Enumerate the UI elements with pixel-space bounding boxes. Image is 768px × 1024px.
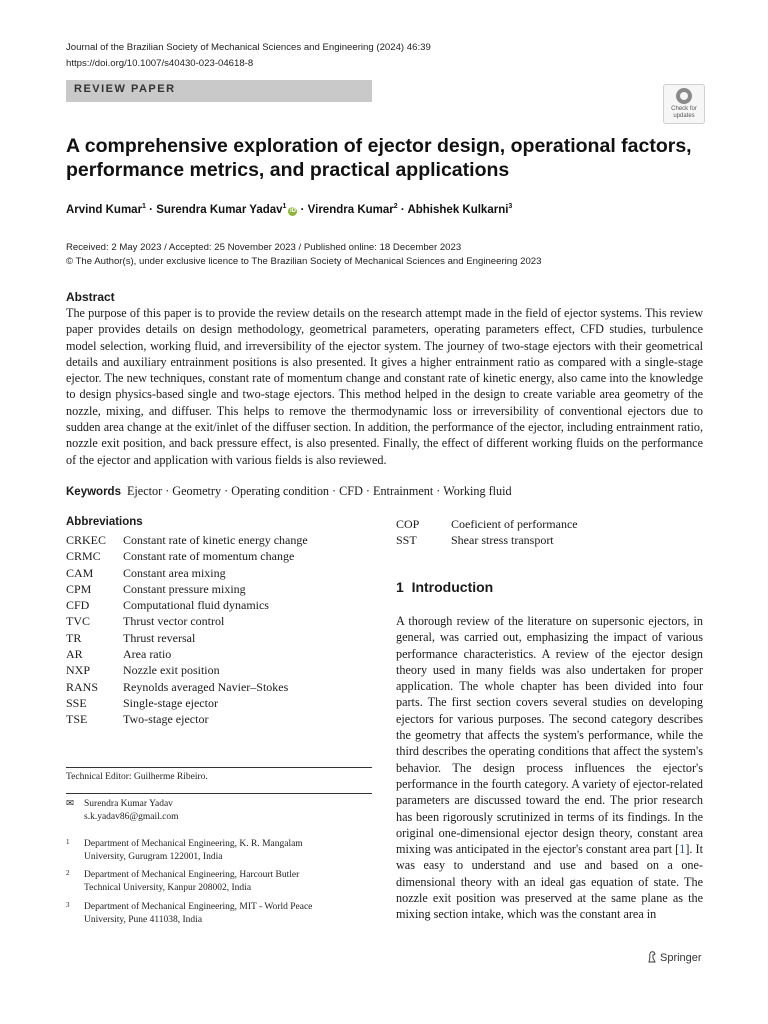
publisher-name: Springer	[660, 952, 702, 964]
abbreviation-definition: Constant rate of kinetic energy change	[123, 533, 308, 547]
abbreviation-definition: Thrust reversal	[123, 630, 196, 645]
section-heading-introduction	[396, 579, 493, 595]
citation-link[interactable]: 1	[679, 842, 686, 857]
author-name[interactable]: Virendra Kumar	[307, 203, 394, 216]
abbreviation-row	[66, 679, 308, 695]
abbreviation-definition: Shear stress transport	[451, 533, 554, 548]
affiliation: Department of Mechanical Engineering, K. R. Mangalam University, Gurugram 122001, India	[84, 839, 303, 862]
abbreviation-term: CAM	[66, 565, 94, 580]
affiliation-number: 1	[66, 838, 70, 846]
article-type-banner	[66, 80, 372, 102]
abbreviation-term: SST	[396, 533, 417, 548]
orcid-icon[interactable]: iD	[289, 207, 296, 214]
corresponding-author	[66, 798, 179, 824]
abbreviation-row	[66, 581, 308, 597]
abbreviation-definition: Constant area mixing	[123, 565, 226, 580]
corresponding-email[interactable]: s.k.yadav86@gmail.com	[84, 812, 179, 822]
abbreviation-term: NXP	[66, 663, 91, 678]
check-for-updates-badge[interactable]	[663, 84, 705, 124]
abbreviation-row	[66, 532, 308, 548]
abbreviations-list	[66, 532, 308, 728]
author-affiliation-mark: 1	[142, 203, 146, 210]
abbreviation-row	[66, 662, 308, 678]
abbreviation-term: CRMC	[66, 549, 101, 564]
abbreviation-term: CRKEC	[66, 533, 107, 547]
journal-citation: Journal of the Brazilian Society of Mechanical Sciences and Engineering (2024) 46:39	[66, 42, 431, 53]
journal-doi-link[interactable]: https://doi.org/10.1007/s40430-023-04618-8	[66, 58, 254, 69]
affiliation-number: 3	[66, 901, 70, 909]
abbreviation-term: CPM	[66, 581, 92, 596]
affiliation-number: 2	[66, 869, 70, 877]
author-list: Arvind Kumar$^1$ · Surendra Kumar Yadav$^1$iD · Virendra Kumar$^2$ · Abhishek Kulkarni$^3$	[66, 203, 513, 216]
check-updates-text: Check for updates	[671, 106, 697, 119]
corresponding-author-name: Surendra Kumar Yadav	[84, 799, 173, 809]
abstract-heading: Abstract	[66, 290, 115, 304]
abbreviation-term: TSE	[66, 712, 88, 727]
affiliation: Department of Mechanical Engineering, MIT - World Peace University, Pune 411038, India	[84, 902, 313, 925]
abbreviation-definition: Two-stage ejector	[123, 712, 209, 727]
abbreviations-heading: Abbreviations	[66, 516, 143, 528]
abbreviation-definition: Nozzle exit position	[123, 663, 220, 678]
keywords	[66, 484, 512, 499]
abbreviation-definition: Thrust vector control	[123, 614, 225, 629]
abbreviation-definition: Constant rate of momentum change	[123, 549, 295, 564]
journal-header	[66, 40, 431, 72]
abbreviation-definition: Coeficient of performance	[451, 517, 578, 531]
abbreviation-row	[66, 613, 308, 629]
section-title: Introduction	[411, 579, 494, 595]
introduction-text: A thorough review of the literature on supersonic ejectors, in general, was carried out, emphasizing the impact of various performance characteristics. A review of the ejector design theory used in many fields was also undertaken for proper application. The whole chapter has been divided into four parts. The first section covers several studies on developing ejectors for various purposes. The second category describes the geometry that affects the system's performance, while the third describes the operating conditions that affect the system's behavior. The design process influences the ejector's performance in the fourth category. A variety of ejector-related parameters are discussed toward the end. The prior research has been rigorously scrutinized in terms of its findings. In the original one-dimensional ejector design theory, constant area mixing was anticipated in the ejector's constant area part [1]. It was easy to understand and use and based on a one-dimensional theory with an ideal gas equation of state. The nozzle exit position was preserved at the same plane as the mixing section intake, which was the constant area in	[396, 614, 703, 922]
author-name[interactable]: Arvind Kumar	[66, 203, 143, 216]
publisher-footer	[647, 951, 702, 964]
author-affiliation-mark: 1	[282, 203, 287, 210]
abbreviation-row	[396, 516, 578, 532]
abbreviations-list-continued	[396, 516, 578, 549]
author-name[interactable]: Abhishek Kulkarni	[407, 203, 509, 216]
copyright-notice: © The Author(s), under exclusive licence to The Brazilian Society of Mechanical Sciences and Engineering 2023	[66, 256, 542, 267]
abbreviation-row	[66, 646, 308, 662]
abbreviation-term: TVC	[66, 614, 90, 629]
abbreviation-definition: Constant pressure mixing	[123, 581, 246, 596]
springer-horse-icon	[647, 951, 657, 963]
abbreviation-row	[66, 548, 308, 564]
abbreviation-definition: Reynolds averaged Navier–Stokes	[123, 679, 289, 694]
abbreviation-term: AR	[66, 647, 83, 662]
check-updates-icon	[676, 88, 692, 104]
abbreviation-definition: Computational fluid dynamics	[123, 598, 269, 613]
affiliation: Department of Mechanical Engineering, Harcourt Butler Technical University, Kanpur 208002, India	[84, 870, 300, 893]
technical-editor-note: Technical Editor: Guilherme Ribeiro.	[66, 772, 208, 782]
abbreviation-row	[66, 565, 308, 581]
abbreviation-term: RANS	[66, 679, 99, 694]
publication-dates: Received: 2 May 2023 / Accepted: 25 November 2023 / Published online: 18 December 2023	[66, 242, 462, 253]
abbreviation-definition: Area ratio	[123, 647, 172, 662]
abbreviation-term: SSE	[66, 695, 87, 710]
footnote-divider	[66, 793, 372, 794]
author-affiliation-mark: 3	[508, 203, 513, 210]
publication-history	[66, 241, 541, 269]
envelope-icon: ✉	[66, 799, 74, 809]
abbreviation-row	[66, 597, 308, 613]
abbreviation-row	[66, 695, 308, 711]
author-name[interactable]: Surendra Kumar Yadav	[156, 203, 283, 216]
abbreviation-row	[66, 630, 308, 646]
section-number: 1	[396, 579, 404, 595]
abbreviation-row	[66, 711, 308, 727]
abbreviation-term: CFD	[66, 598, 90, 613]
abstract-text: The purpose of this paper is to provide the review details on the research attempt made in the field of ejector systems. This review paper provides details on design methodology, geometrical parameters, operating parameters effect, CFD studies, turbulence model selection, working fluid, and irreversibility of the ejector system. The journey of two-stage ejectors with their geometrical details and auxiliary entrainment positions is also presented. It gives a higher entrainment ratio as compared with a single-stage ejector. The new techniques, constant rate of momentum change and constant rate of kinetic energy, also came into the knowledge to design physics-based single and two-stage ejectors. This method helped in the design to create variable area geometry of the nozzle, mixing, and diffuser. This helps to remove the thermodynamic loss or irreversibility of conventional ejectors due to sudden area change at the exit/inlet of the diffuser section. In addition, the performance of the ejector, including entrainment ratio, nozzle exit position, and back pressure effect, is also presented. Finally, the effect of different working fluids on the performance of the ejector and application with various fields is also reviewed.	[66, 306, 703, 467]
keywords-list: Ejector · Geometry · Operating condition · CFD · Entrainment · Working fluid	[126, 484, 512, 498]
abbreviation-term: COP	[396, 517, 420, 531]
abbreviation-row	[396, 532, 578, 548]
paper-title: A comprehensive exploration of ejector design, operational factors, performance metrics, and practical applications	[66, 135, 692, 181]
author-affiliation-mark: 2	[393, 203, 398, 210]
abbreviation-definition: Single-stage ejector	[123, 695, 218, 710]
abbreviation-term: TR	[66, 630, 82, 645]
keywords-label: Keywords	[66, 486, 121, 498]
footnote-divider	[66, 767, 372, 768]
article-type-label: REVIEW PAPER	[74, 83, 176, 95]
